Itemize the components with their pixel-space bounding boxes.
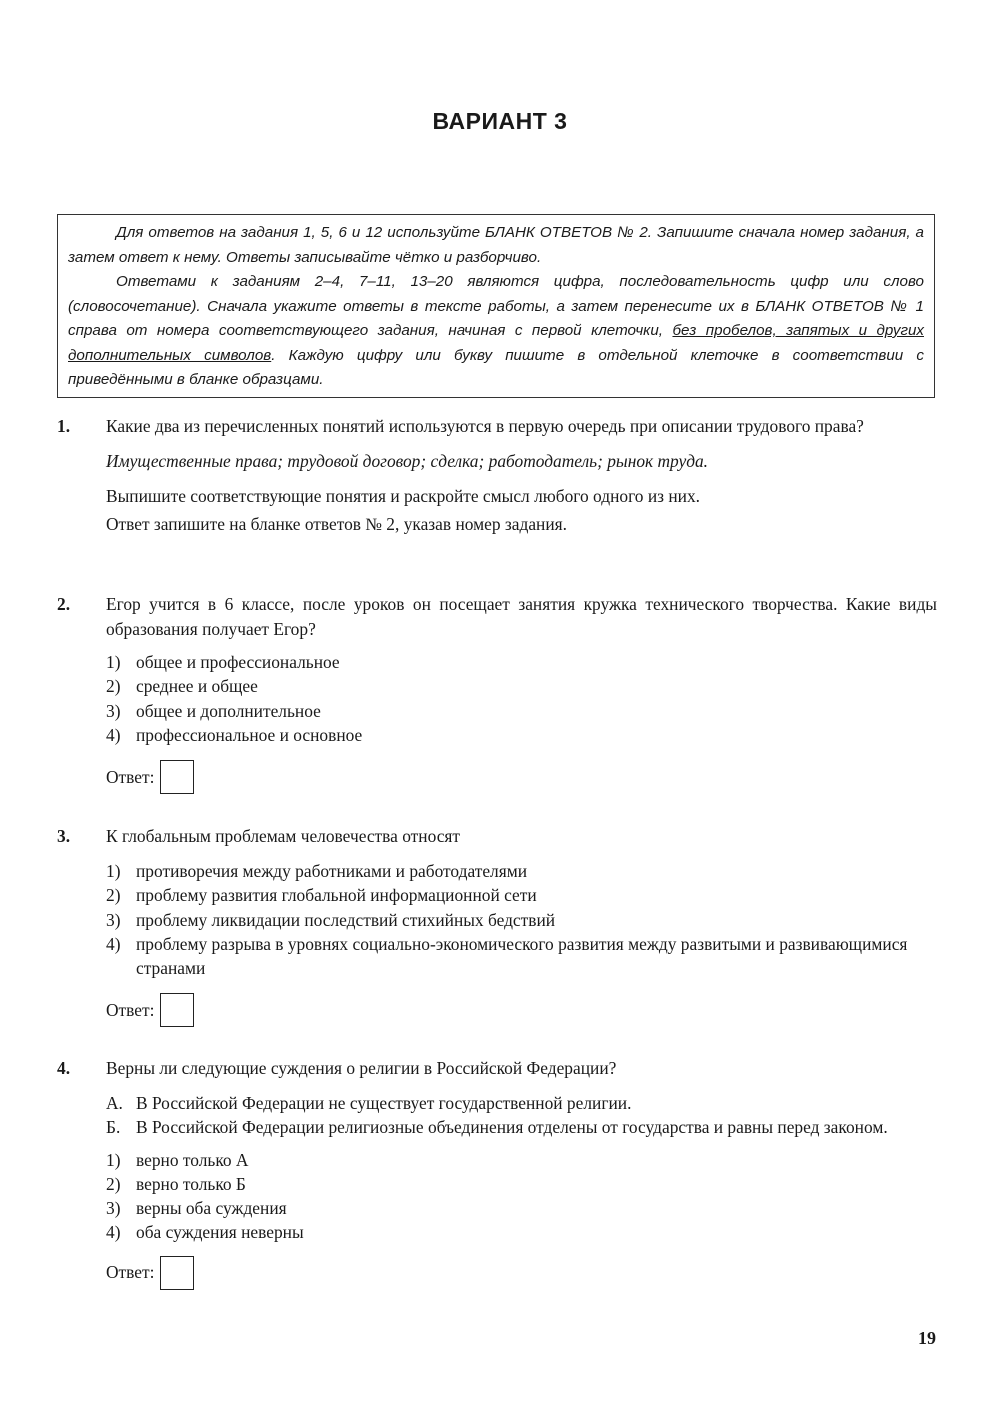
statement-text: В Российской Федерации не существует государственной религии. (136, 1093, 632, 1113)
task-4 (57, 1056, 937, 1291)
answer-row (106, 992, 937, 1028)
option-text: противоречия между работниками и работодателями (136, 861, 528, 881)
instructions-underlined: без пробелов, запятых и других дополнительных символов (68, 322, 924, 364)
option-number: 4) (106, 724, 121, 745)
statement (106, 1091, 937, 1115)
option-text: оба суждения неверны (136, 1222, 304, 1243)
option (106, 859, 937, 883)
option-number: 2) (106, 1173, 121, 1194)
option-text: проблему ликвидации последствий стихийных бедствий (136, 909, 556, 930)
option (106, 699, 937, 723)
task-question: Какие два из перечисленных понятий используются в первую очередь при описании трудового права? (106, 416, 864, 436)
task-1 (57, 414, 937, 537)
statements-list (106, 1091, 937, 1140)
task-2 (57, 592, 937, 795)
instructions-box (57, 214, 935, 398)
options-list (106, 1148, 937, 1245)
option (106, 908, 937, 932)
options-list (106, 650, 937, 747)
option-number: 4) (106, 933, 121, 954)
option (106, 650, 937, 674)
option-text: верно только Б (136, 1173, 246, 1194)
instructions-paragraph-1: Для ответов на задания 1, 5, 6 и 12 используйте БЛАНК ОТВЕТОВ № 2. Запишите сначала номер задания, а затем ответ к нему. Ответы записывайте чётко и разборчиво. (68, 224, 924, 266)
statement (106, 1115, 937, 1139)
task-question: Верны ли следующие суждения о религии в Российской Федерации? (106, 1058, 617, 1078)
option-number: 4) (106, 1222, 121, 1243)
task-3 (57, 824, 937, 1028)
answer-box[interactable] (160, 760, 194, 794)
statement-letter: Б. (106, 1117, 121, 1138)
option-number: 2) (106, 885, 121, 906)
page-title: ВАРИАНТ 3 (432, 108, 568, 134)
page-number: 19 (918, 1328, 936, 1348)
task-instruction: Ответ запишите на бланке ответов № 2, указав номер задания. (106, 514, 567, 534)
option (106, 723, 937, 747)
option-text: профессиональное и основное (136, 724, 363, 745)
answer-box[interactable] (160, 993, 194, 1027)
task-number: 1. (57, 416, 71, 436)
option-text: общее и профессиональное (136, 652, 340, 672)
instructions-paragraph-2 (68, 270, 924, 393)
answer-label: Ответ: (106, 999, 155, 1020)
option-number: 1) (106, 1149, 121, 1170)
option-text: среднее и общее (136, 676, 258, 697)
option-text: проблему разрыва в уровнях социально-экономического развития между развитыми и развивающимися странами (136, 933, 908, 979)
answer-label: Ответ: (106, 1262, 155, 1283)
task-number: 4. (57, 1058, 71, 1078)
instructions-text: Ответами к заданиям 2–4, 7–11, 13–20 являются цифра, последовательность цифр или слово (словосочетание). Сначала укажите ответы в тексте работы, а затем перенесите их в БЛАНК ОТВЕТОВ № 1 справа от номера соответствующего задания, начиная с первой клеточки, (68, 273, 924, 339)
option-text: проблему развития глобальной информационной сети (136, 885, 537, 906)
task-number: 2. (57, 594, 71, 614)
option-number: 1) (106, 861, 121, 881)
option-text: верны оба суждения (136, 1198, 287, 1219)
option-number: 3) (106, 700, 121, 721)
option (106, 674, 937, 698)
option (106, 1172, 937, 1196)
option (106, 1220, 937, 1244)
task-instruction: Выпишите соответствующие понятия и раскройте смысл любого одного из них. (106, 486, 701, 506)
answer-box[interactable] (160, 1256, 194, 1290)
instructions-text-end: . Каждую цифру или букву пишите в отдельной клеточке в соответствии с приведёнными в бланке образцами. (68, 346, 924, 388)
option-number: 2) (106, 676, 121, 697)
answer-row (106, 1255, 937, 1291)
option (106, 932, 937, 981)
concept-list: Имущественные права; трудовой договор; сделка; работодатель; рынок труда. (106, 451, 709, 471)
option-text: общее и дополнительное (136, 700, 321, 721)
answer-row (106, 759, 937, 795)
option (106, 1148, 937, 1172)
option-number: 3) (106, 909, 121, 930)
task-question: К глобальным проблемам человечества относят (106, 826, 461, 846)
option-text: верно только А (136, 1149, 249, 1170)
option (106, 883, 937, 907)
options-list (106, 859, 937, 980)
option-number: 3) (106, 1198, 121, 1219)
task-question: Егор учится в 6 классе, после уроков он посещает занятия кружка технического творчества. Какие виды образования получает Егор? (106, 594, 937, 639)
answer-label: Ответ: (106, 766, 155, 787)
task-number: 3. (57, 826, 71, 846)
statement-text: В Российской Федерации религиозные объединения отделены от государства и равны перед законом. (136, 1117, 888, 1138)
option-number: 1) (106, 652, 121, 672)
statement-letter: А. (106, 1093, 123, 1113)
option (106, 1196, 937, 1220)
